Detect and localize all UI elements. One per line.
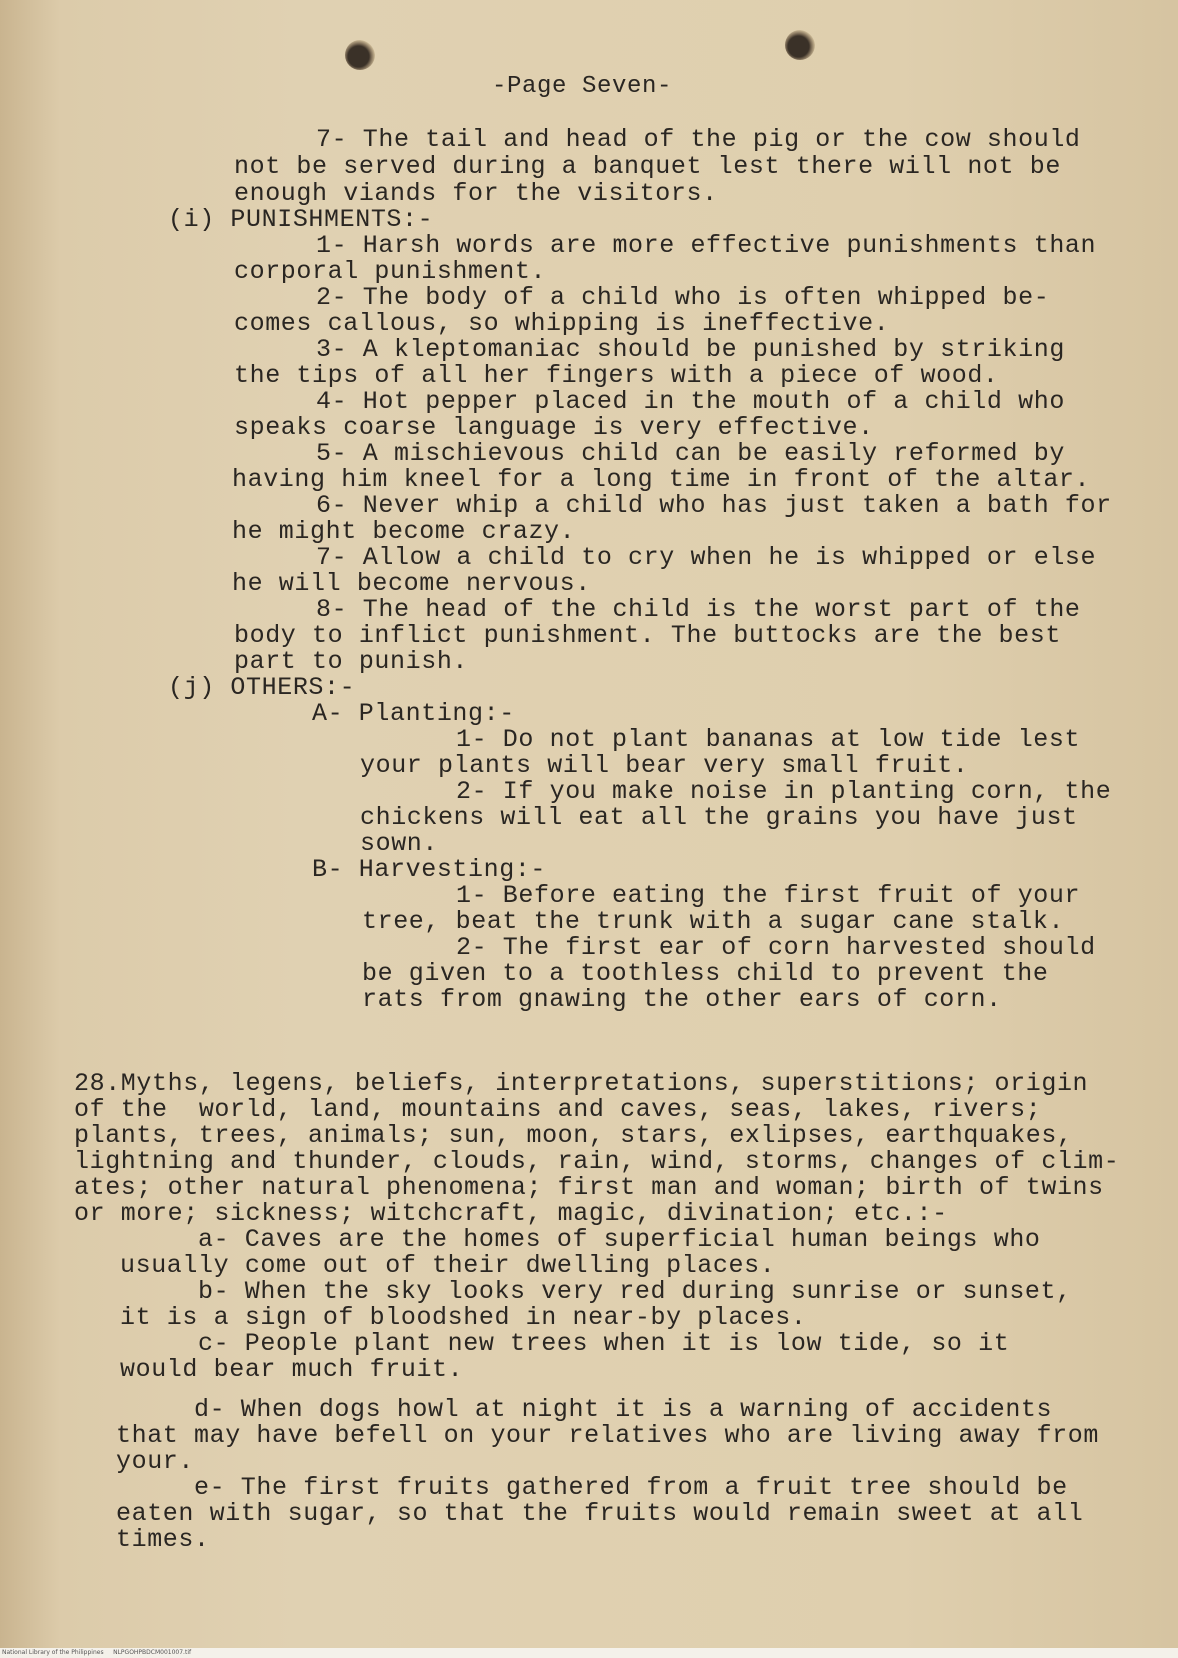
text-line: usually come out of their dwelling places. [120,1251,776,1280]
text-line: 7- The tail and head of the pig or the cow should [316,125,1081,154]
text-line: lightning and thunder, clouds, rain, wind, storms, changes of clim- [74,1147,1120,1176]
text-line: 3- A kleptomaniac should be punished by striking [316,335,1065,364]
page-title: -Page Seven- [492,73,673,100]
text-line: your plants will bear very small fruit. [360,751,969,780]
text-line: sown. [360,829,439,858]
text-line: times. [116,1525,210,1554]
text-line: body to inflict punishment. The buttocks are the best [234,621,1061,650]
text-line: it is a sign of bloodshed in near-by places. [120,1303,807,1332]
text-line: or more; sickness; witchcraft, magic, divination; etc.:- [74,1199,948,1228]
text-line: the tips of all her fingers with a piece of wood. [234,361,999,390]
binder-hole-right [785,30,815,60]
text-line: eaten with sugar, so that the fruits would remain sweet at all [116,1499,1084,1528]
scan-footer: National Library of the Philippines NLPGOHPBDCM001007.tif [0,1648,1178,1658]
section-heading: 28.Myths, legens, beliefs, interpretations, superstitions; origin [74,1069,1089,1098]
text-line: that may have befell on your relatives who are living away from [116,1421,1099,1450]
section-heading: (i) PUNISHMENTS:- [168,205,434,234]
text-line: 1- Do not plant bananas at low tide lest [456,725,1081,754]
text-line: 4- Hot pepper placed in the mouth of a child who [316,387,1065,416]
text-line: 7- Allow a child to cry when he is whipped or else [316,543,1097,572]
text-line: b- When the sky looks very red during sunrise or sunset, [198,1277,1072,1306]
text-line: 2- If you make noise in planting corn, the [456,777,1112,806]
text-line: corporal punishment. [234,257,547,286]
text-line: ates; other natural phenomena; first man and woman; birth of twins [74,1173,1104,1202]
text-line: 2- The first ear of corn harvested should [456,933,1096,962]
text-line: 5- A mischievous child can be easily reformed by [316,439,1065,468]
section-heading: (j) OTHERS:- [168,673,356,702]
text-line: rats from gnawing the other ears of corn. [362,985,1002,1014]
subsection-heading: B- Harvesting:- [312,855,547,884]
text-line: of the world, land, mountains and caves, seas, lakes, rivers; [74,1095,1042,1124]
text-line: c- People plant new trees when it is low tide, so it [198,1329,1010,1358]
text-line: part to punish. [234,647,469,676]
text-line: 2- The body of a child who is often whipped be- [316,283,1050,312]
text-line: chickens will eat all the grains you have just [360,803,1078,832]
text-line: he will become nervous. [232,569,591,598]
text-line: 1- Before eating the first fruit of your [456,881,1081,910]
text-line: d- When dogs howl at night it is a warning of accidents [194,1395,1053,1424]
text-line: 1- Harsh words are more effective punishments than [316,231,1097,260]
text-line: not be served during a banquet lest there will not be [234,152,1061,181]
text-line: a- Caves are the homes of superficial human beings who [198,1225,1041,1254]
text-line: 6- Never whip a child who has just taken a bath for [316,491,1112,520]
text-line: enough viands for the visitors. [234,179,718,208]
text-line: comes callous, so whipping is ineffective. [234,309,890,338]
subsection-heading: A- Planting:- [312,699,515,728]
text-line: 8- The head of the child is the worst part of the [316,595,1081,624]
text-line: having him kneel for a long time in front of the altar. [232,465,1091,494]
text-line: he might become crazy. [232,517,576,546]
binder-hole-left [345,40,375,70]
text-line: would bear much fruit. [120,1355,464,1384]
text-line: be given to a toothless child to prevent the [362,959,1049,988]
text-line: your. [116,1447,195,1476]
text-line: plants, trees, animals; sun, moon, stars, exlipses, earthquakes, [74,1121,1073,1150]
text-line: speaks coarse language is very effective. [234,413,874,442]
text-line: e- The first fruits gathered from a fruit tree should be [194,1473,1068,1502]
text-line: tree, beat the trunk with a sugar cane stalk. [362,907,1065,936]
